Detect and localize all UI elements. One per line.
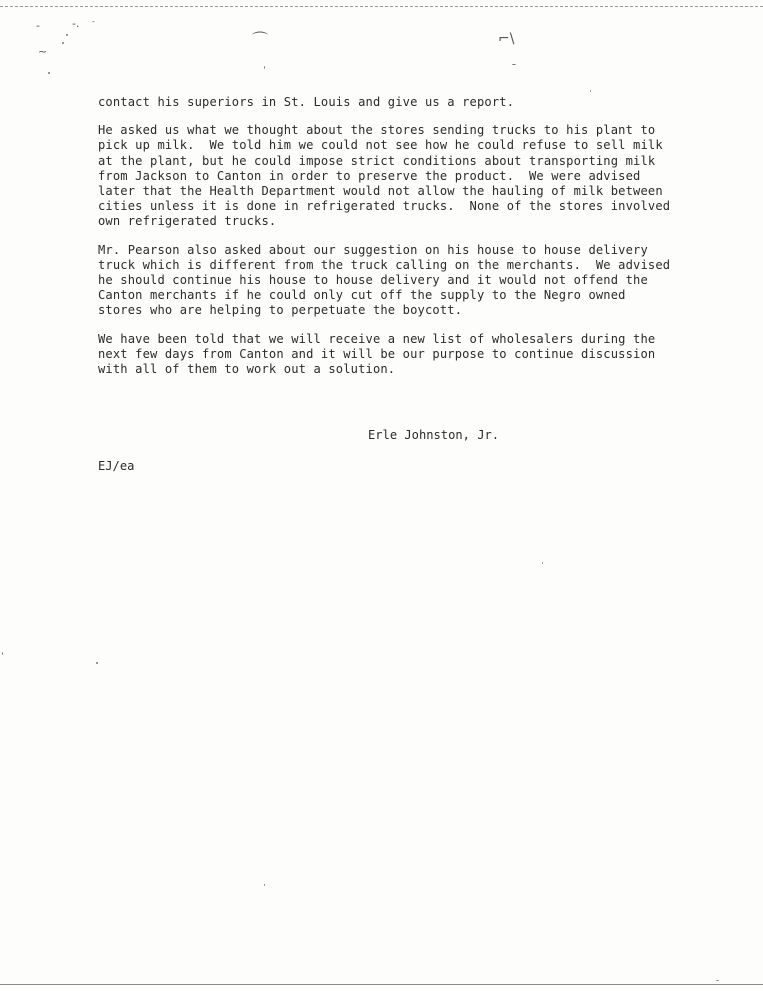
scan-speck: - [92, 17, 95, 26]
scan-speck [62, 42, 64, 44]
scan-speck [716, 980, 719, 981]
scan-speck [66, 34, 68, 36]
top-edge [0, 0, 763, 7]
text-line: with all of them to work out a solution. [98, 362, 396, 377]
text-line: next few days from Canton and it will be our purpose to continue discussion [98, 346, 656, 361]
scan-speck [2, 652, 3, 655]
text-line: pick up milk. We told him we could not see how he could refuse to sell milk [98, 138, 663, 153]
text-line: own refrigerated trucks. [98, 214, 277, 229]
text-line: Mr. Pearson also asked about our suggestion on his house to house delivery [98, 242, 648, 257]
text-line: truck which is different from the truck calling on the merchants. We advised [98, 257, 671, 272]
typist-initials: EJ/ea [98, 459, 135, 473]
scan-speck [96, 662, 98, 664]
scan-speck [542, 562, 543, 564]
scan-speck: - [36, 19, 40, 32]
letter-body [98, 95, 698, 390]
paragraph [98, 123, 698, 229]
scan-speck: ~ [38, 45, 48, 58]
paragraph [98, 243, 698, 319]
text-line: at the plant, but he could impose strict conditions about transporting milk [98, 153, 656, 168]
scan-speck: ⌒ [252, 30, 269, 49]
scan-speck: ⌐\ [498, 31, 515, 47]
text-line: he should continue his house to house delivery and it would not offend the [98, 273, 648, 288]
signature-name: Erle Johnston, Jr. [368, 428, 500, 442]
paragraph [98, 332, 698, 378]
text-line: from Jackson to Canton in order to preserve the product. We were advised [98, 168, 641, 183]
paragraph [98, 95, 698, 110]
text-line: He asked us what we thought about the stores sending trucks to his plant to [98, 123, 656, 138]
text-line: Canton merchants if he could only cut off the supply to the Negro owned [98, 288, 626, 303]
text-line: contact his superiors in St. Louis and give us a report. [98, 95, 515, 109]
scan-speck: -. [72, 17, 80, 30]
text-line: We have been told that we will receive a new list of wholesalers during the [98, 331, 656, 346]
scan-speck [264, 884, 265, 886]
scan-speck [590, 90, 591, 92]
scan-speck [264, 66, 265, 69]
scan-speck [48, 72, 50, 74]
text-line: stores who are helping to perpetuate the boycott. [98, 303, 463, 318]
text-line: later that the Health Department would not allow the hauling of milk between [98, 184, 663, 199]
text-line: cities unless it is done in refrigerated trucks. None of the stores involved [98, 199, 671, 214]
scan-speck [512, 64, 516, 65]
